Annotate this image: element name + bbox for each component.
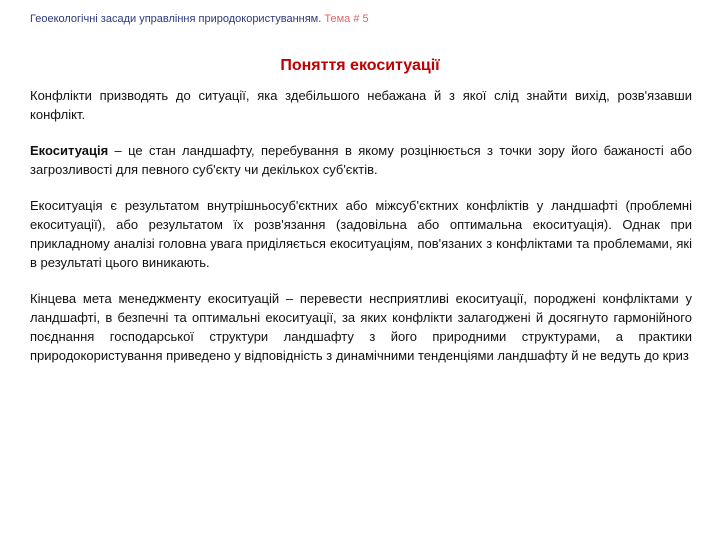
topic-number: Тема # 5 [324,13,369,25]
course-header [30,13,369,25]
paragraph-definition [30,141,692,179]
slide-body [30,86,692,382]
paragraph-ecosituation-origin: Екоситуація є результатом внутрішньосуб'єктних або міжсуб'єктних конфліктів у ландшафті (проблемні екоситуації), або результатом їх розв'язання (задовільна або оптимальна екоситуація). Однак при прикладному аналізі головна увага приділяється екоситуаціям, пов'язаних з конфліктами та проблемами, які в результаті цього виникають. [30,198,692,270]
paragraph-conflicts: Конфлікти призводять до ситуації, яка здебільшого небажана й з якої слід знайти вихід, розв'язавши конфлікт. [30,88,692,122]
defined-term: Екоситуація [30,143,109,158]
paragraph-management-goal: Кінцева мета менеджменту екоситуацій – перевести несприятливі екоситуації, породжені конфліктами у ландшафті, в безпечні та оптимальні екоситуації, за яких конфлікти залагоджені й досягнуто гармонійного поєднання господарської структури ландшафту з його природними структурами, а практики природокористування приведено у відповідність з динамічними тенденціями ландшафту й не ведуть до криз [30,291,692,363]
slide-title: Поняття екоситуації [280,57,440,74]
definition-text: – це стан ландшафту, перебування в якому розцінюється з точки зору його бажаності або загрозливості для певного суб'єкту чи декількох суб'єктів. [30,143,692,177]
course-name: Геоекологічні засади управління природокористуванням. [30,13,322,25]
